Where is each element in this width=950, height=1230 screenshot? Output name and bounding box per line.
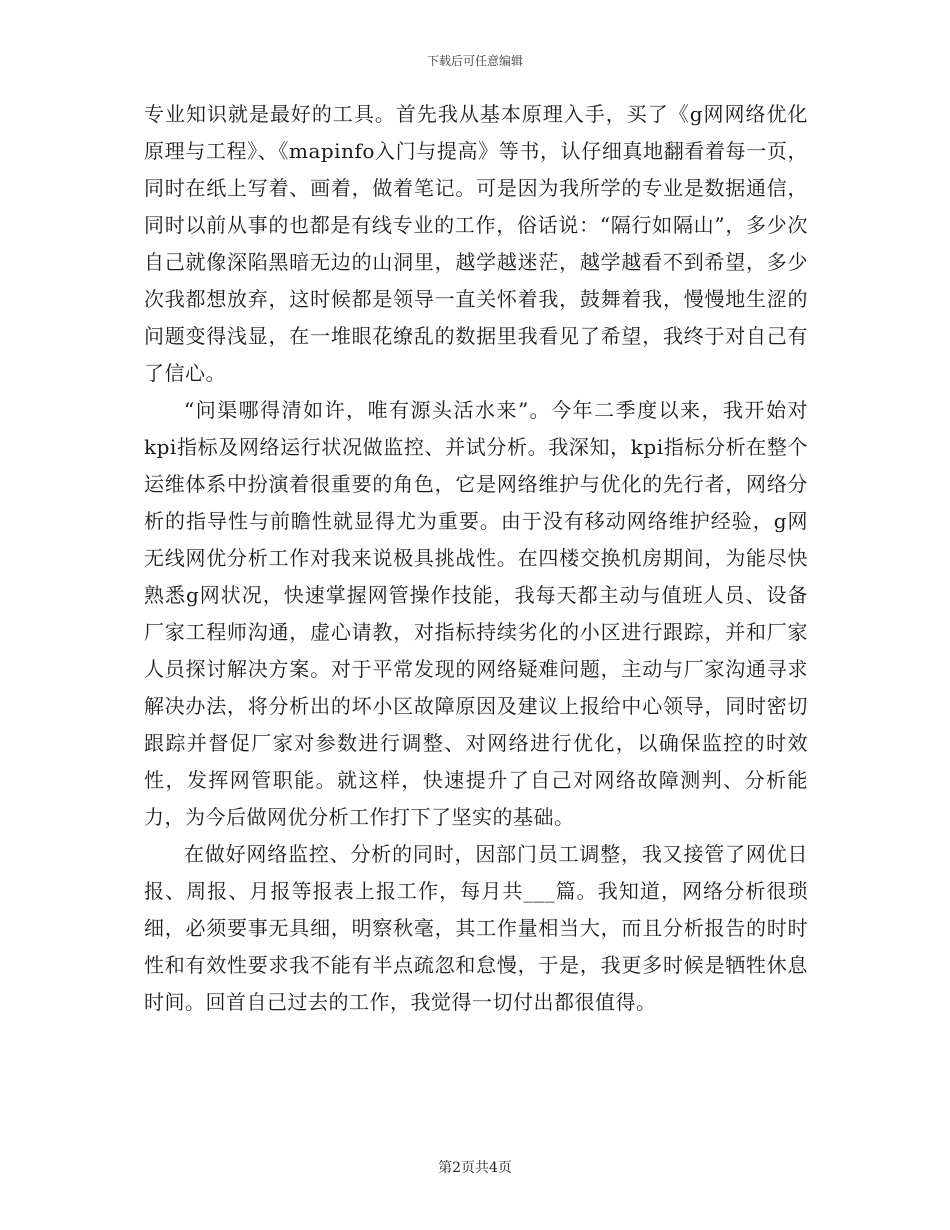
- paragraph-1: 专业知识就是最好的工具。首先我从基本原理入手，买了《g网网络优化原理与工程》、《mapinfo入门与提高》等书，认仔细真地翻看着每一页，同时在纸上写着、画着，做着笔记。可是因为我所学的专业是数据通信，同时以前从事的也都是有线专业的工作，俗话说：“隔行如隔山”，多少次自己就像深陷黑暗无边的山洞里，越学越迷茫，越学越看不到希望，多少次我都想放弃，这时候都是领导一直关怀着我，鼓舞着我，慢慢地生涩的问题变得浅显，在一堆眼花缭乱的数据里我看见了希望，我终于对自己有了信心。: [144, 102, 808, 385]
- document-body: [144, 96, 808, 1021]
- page-number: 第2页共4页: [438, 1160, 512, 1176]
- paragraph-3: 在做好网络监控、分析的同时，因部门员工调整，我又接管了网优日报、周报、月报等报表上报工作，每月共___篇。我知道，网络分析很琐细，必须要事无具细，明察秋毫，其工作量相当大，而且分析报告的时时性和有效性要求我不能有半点疏忽和怠慢，于是，我更多时候是牺牲休息时间。回首自己过去的工作，我觉得一切付出都很值得。: [144, 842, 808, 1014]
- paragraph-2: “问渠哪得清如许，唯有源头活水来”。今年二季度以来，我开始对kpi指标及网络运行状况做监控、并试分析。我深知，kpi指标分析在整个运维体系中扮演着很重要的角色，它是网络维护与优化的先行者，网络分析的指导性与前瞻性就显得尤为重要。由于没有移动网络维护经验，g网无线网优分析工作对我来说极具挑战性。在四楼交换机房期间，为能尽快熟悉g网状况，快速掌握网管操作技能，我每天都主动与值班人员、设备厂家工程师沟通，虚心请教，对指标持续劣化的小区进行跟踪，并和厂家人员探讨解决方案。对于平常发现的网络疑难问题，主动与厂家沟通寻求解决办法，将分析出的坏小区故障原因及建议上报给中心领导，同时密切跟踪并督促厂家对参数进行调整、对网络进行优化，以确保监控的时效性，发挥网管职能。就这样，快速提升了自己对网络故障测判、分析能力，为今后做网优分析工作打下了坚实的基础。: [144, 398, 808, 829]
- page-header-note: 下载后可任意编辑: [426, 54, 523, 68]
